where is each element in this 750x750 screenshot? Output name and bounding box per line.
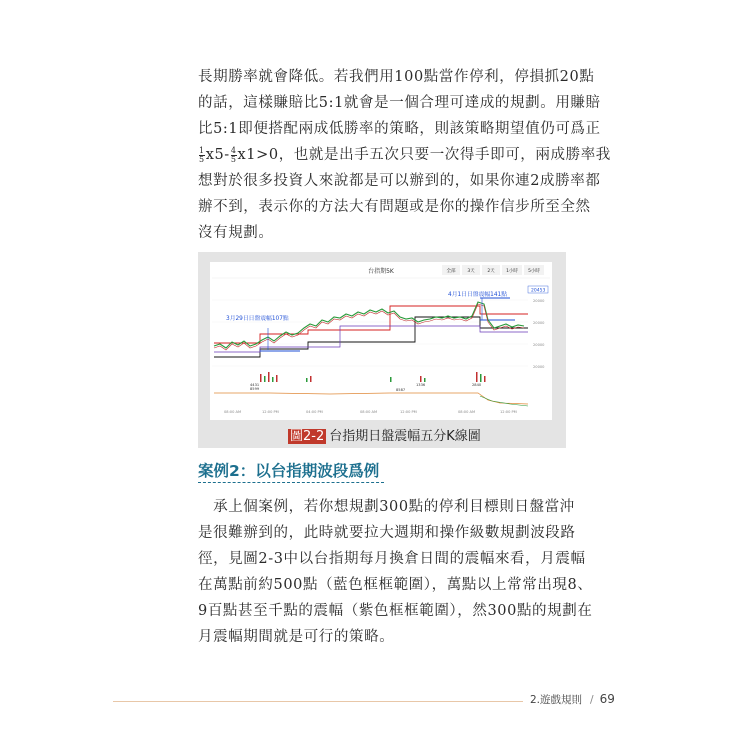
y-tick: 20000 (533, 321, 545, 325)
paragraph-line: 想對於很多投資人來說都是可以辦到的，如果你連2成勝率都 (198, 173, 601, 189)
range-buttons (442, 265, 544, 275)
range-button-1h[interactable]: 1小時 (506, 269, 518, 274)
price-candles (214, 302, 524, 348)
x-tick: 12:00 PM (262, 410, 279, 414)
formula-sentence: 也就是出手五次只要一次得手即可，兩成勝率我 (293, 147, 611, 163)
paragraph-1 (198, 64, 611, 246)
footer-rule (113, 701, 523, 702)
page-number: 69 (599, 692, 615, 706)
fraction-denominator: 5 (199, 154, 205, 164)
fraction (231, 147, 237, 164)
range-button-5h[interactable]: 5小時 (528, 269, 540, 274)
paragraph-line: 沒有規劃。 (198, 225, 274, 241)
x-tick: 08:00 AM (360, 410, 378, 414)
chart-title: 台指期5K (368, 268, 394, 275)
chart-screenshot (210, 262, 552, 420)
volume-labels (250, 383, 482, 392)
volume-label: 1336 (416, 383, 426, 387)
volume-bars (260, 372, 486, 382)
range-button-all[interactable]: 全部 (446, 269, 456, 274)
chapter-title: 2.遊戲規則 (530, 694, 583, 706)
fraction-numerator: 1 (199, 145, 205, 155)
footer-separator: / (590, 694, 594, 706)
formula-mid: x5- (205, 147, 230, 163)
paragraph-line-formula (198, 142, 611, 168)
red-level-line (214, 306, 528, 343)
paragraph-line: 長期勝率就會降低。若我們用100點當作停利，停損抓20點 (198, 69, 595, 85)
paragraph-line: 在萬點前約500點（藍色框框範圍），萬點以上常常出現8、 (198, 577, 593, 593)
y-tick: 20000 (533, 343, 545, 347)
y-tick: 20000 (533, 365, 545, 369)
paragraph-line: 月震幅期間就是可行的策略。 (198, 629, 395, 645)
paragraph-line: 9百點甚至千點的震幅（紫色框框範圍），然300點的規劃在 (198, 603, 593, 619)
heading-underline (198, 482, 384, 483)
range-button-2d[interactable]: 2天 (487, 269, 495, 274)
range-button-3d[interactable]: 3天 (467, 269, 475, 274)
section-heading: 案例2：以台指期波段爲例 (198, 462, 380, 480)
page-footer (530, 692, 615, 707)
figure-caption (288, 425, 481, 444)
paragraph-line: 是很難辦到的，此時就要拉大週期和操作級數規劃波段路 (198, 525, 576, 541)
fraction-numerator: 4 (230, 145, 237, 155)
volume-label: 4431 (250, 383, 260, 387)
x-tick: 12:00 PM (400, 410, 417, 414)
volume-label: 2840 (472, 383, 482, 387)
fraction-denominator: 5 (230, 154, 237, 164)
annotation-right: 4月1日日盤震幅141點 (448, 292, 508, 298)
x-axis-ticks (224, 410, 517, 414)
indicator-line (214, 393, 528, 404)
paragraph-2 (198, 494, 593, 650)
y-tick: 20000 (533, 299, 545, 303)
paragraph-line: 承上個案例，若你想規劃300點的停利目標則日盤當沖 (198, 499, 575, 515)
x-tick: 04:00 PM (306, 410, 323, 414)
annotation-left: 3月29日日盤震幅107點 (226, 316, 289, 322)
paragraph-line: 徑，見圖2-3中以台指期每月換倉日間的震幅來看，月震幅 (198, 551, 586, 567)
x-tick: 08:00 AM (458, 410, 476, 414)
paragraph-line: 辦不到，表示你的方法大有問題或是你的操作信步所至全然 (198, 199, 591, 215)
x-tick: 12:00 PM (500, 410, 517, 414)
figure-caption-text: 台指期日盤震幅五分K線圖 (329, 429, 481, 444)
y-axis-ticks (533, 299, 545, 369)
volume-label: 8599 (250, 387, 260, 391)
indicator-line-2 (480, 396, 528, 406)
figure-number-tag: 圖2-2 (290, 429, 325, 444)
paragraph-line: 的話，這樣賺賠比5:1就會是一個合理可達成的規劃。用賺賠 (198, 95, 601, 111)
price-tag-label: 20453 (531, 288, 546, 294)
volume-label: 8587 (396, 388, 406, 392)
x-tick: 08:00 AM (224, 410, 242, 414)
candlestick-chart (210, 262, 552, 420)
paragraph-line: 比5:1即便搭配兩成低勝率的策略，則該策略期望值仍可爲正 (198, 121, 601, 137)
formula-tail: x1>0， (237, 147, 294, 163)
fraction (199, 147, 205, 164)
